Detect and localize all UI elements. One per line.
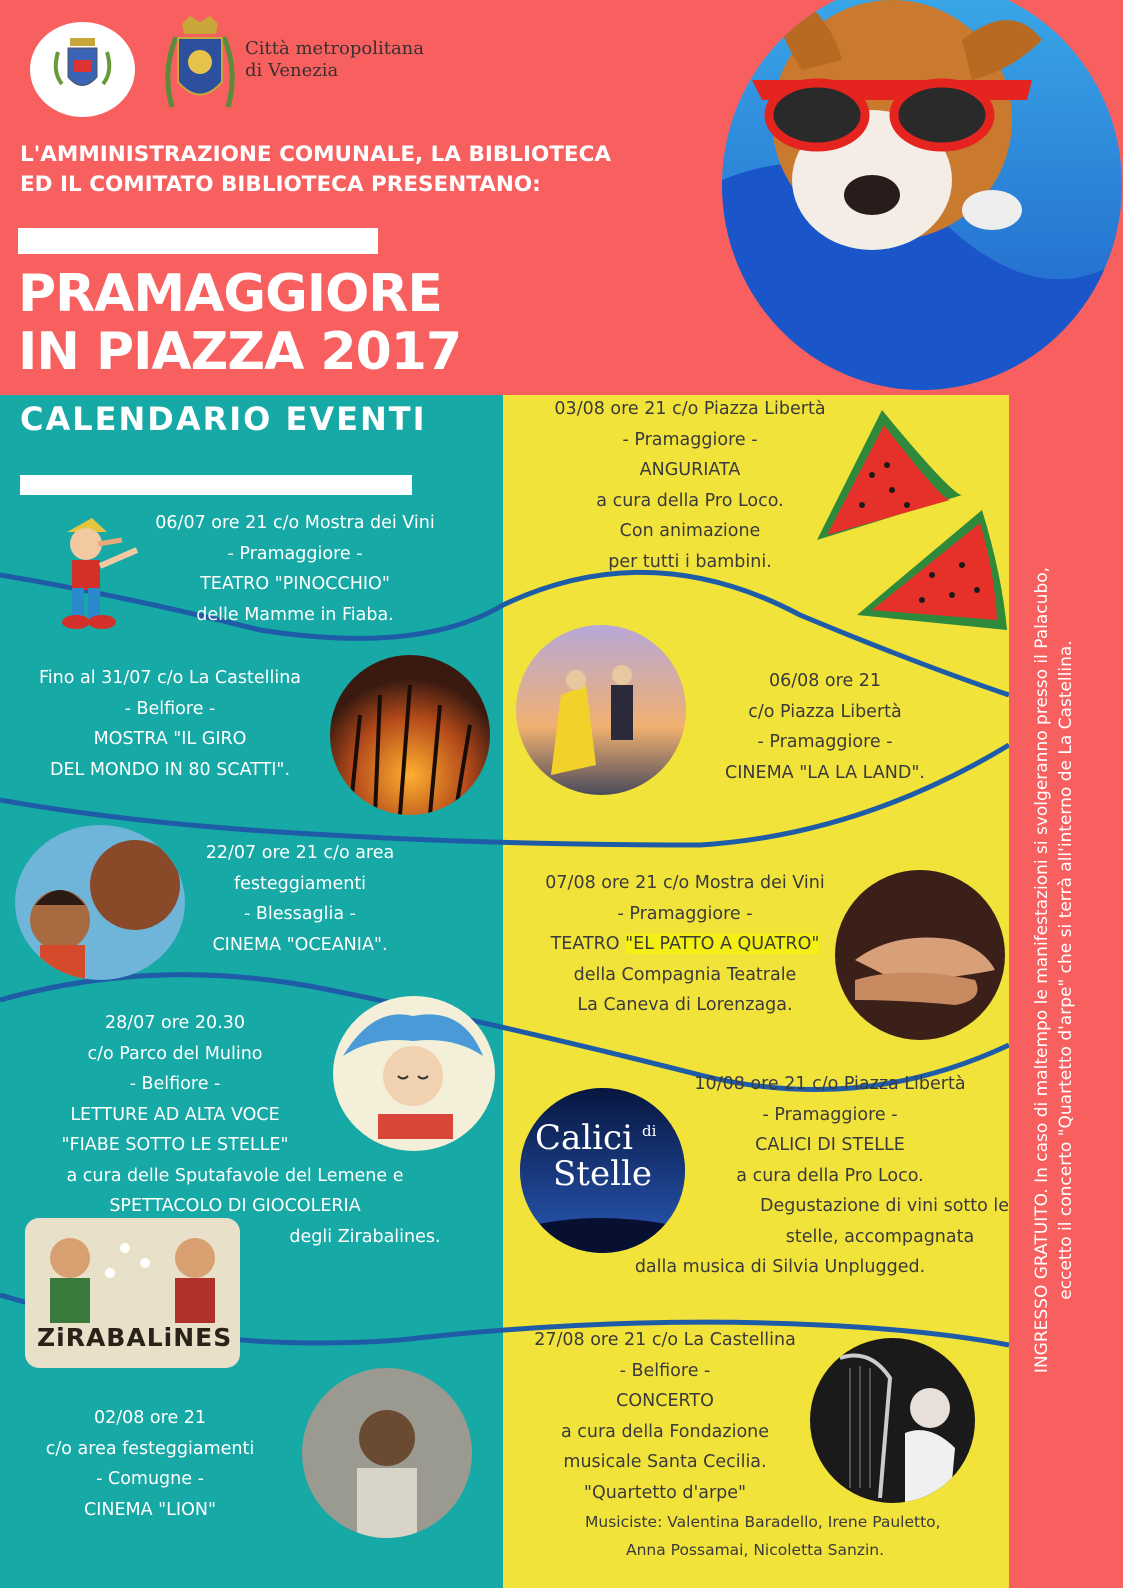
event-line: 06/08 ore 21: [768, 671, 882, 691]
event-line: musicale Santa Cecilia.: [563, 1452, 767, 1472]
event-line: a cura delle Sputafavole del Lemene e: [66, 1165, 404, 1186]
calici-line1: Calici: [535, 1118, 633, 1158]
event-line: 02/08 ore 21: [93, 1408, 207, 1428]
event-line: 06/07 ore 21 c/o Mostra dei Vini: [155, 513, 435, 533]
fiabe-illustration: [333, 996, 495, 1151]
event-line: 07/08 ore 21 c/o Mostra dei Vini: [545, 873, 825, 893]
event-line: - Comugne -: [96, 1469, 204, 1489]
event-line: - Blessaglia -: [244, 904, 356, 924]
event-line: SPETTACOLO DI GIOCOLERIA: [109, 1196, 361, 1216]
event-line: Degustazione di vini sotto le: [760, 1196, 1010, 1216]
side-note: [1030, 440, 1078, 1500]
event-pinocchio: [140, 508, 450, 630]
event-giro-del-mondo: [10, 663, 330, 785]
event-line: - Pramaggiore -: [227, 543, 363, 564]
sunset-photo: [330, 655, 490, 815]
title-line1: PRAMAGGIORE: [18, 264, 442, 324]
calici-line2: Stelle: [553, 1154, 652, 1194]
calendar-title: CALENDARIO EVENTI: [20, 400, 427, 438]
event-line: dalla musica di Silvia Unplugged.: [634, 1257, 926, 1277]
event-line: - Pramaggiore -: [757, 732, 893, 752]
event-line: CALICI DI STELLE: [755, 1135, 905, 1155]
event-line: - Belfiore -: [124, 698, 216, 719]
event-line: a cura della Pro Loco.: [596, 490, 784, 511]
event-line: stelle, accompagnata: [785, 1226, 975, 1247]
event-line: DEL MONDO IN 80 SCATTI".: [49, 759, 291, 780]
event-line: CINEMA "OCEANIA".: [212, 934, 388, 955]
side-note-line1: INGRESSO GRATUITO. In caso di maltempo le manifestazioni si svolgeranno presso il Palacubo,: [1032, 566, 1052, 1374]
event-line: CINEMA "LA LA LAND".: [725, 762, 925, 783]
event-line: - Pramaggiore -: [617, 903, 753, 924]
highlighted-title: "EL PATTO A QUATRO": [625, 934, 820, 954]
event-line: 10/08 ore 21 c/o Piazza Libertà: [694, 1074, 966, 1094]
event-line: MOSTRA "IL GIRO: [93, 729, 247, 749]
metro-line1: Città metropolitana: [245, 38, 425, 59]
event-line: - Pramaggiore -: [762, 1104, 898, 1125]
event-calici-di-stelle: [560, 1069, 1010, 1283]
event-line: Anna Possamai, Nicoletta Sanzin.: [625, 1541, 885, 1559]
title-line2: IN PIAZZA 2017: [18, 322, 462, 382]
event-line: CONCERTO: [616, 1391, 714, 1411]
event-line: TEATRO "PINOCCHIO": [200, 574, 390, 594]
event-lion: [10, 1403, 290, 1525]
event-la-la-land: [690, 666, 960, 788]
event-line: 27/08 ore 21 c/o La Castellina: [534, 1330, 796, 1350]
event-line: CINEMA "LION": [83, 1499, 217, 1520]
pinocchio-image: [42, 510, 152, 635]
presenters-line2: ED IL COMITATO BIBLIOTECA PRESENTANO:: [20, 172, 541, 197]
event-line: festeggiamenti: [233, 873, 367, 894]
event-line: c/o area festeggiamenti: [45, 1438, 255, 1459]
title-divider-bar: [18, 228, 378, 254]
event-line: Con animazione: [619, 521, 761, 541]
citta-metropolitana-logo: [160, 12, 240, 122]
event-line: delle Mamme in Fiaba.: [196, 604, 394, 625]
event-line: della Compagnia Teatrale: [573, 964, 797, 985]
oceania-poster: [15, 825, 185, 980]
presenters-text: [20, 140, 611, 200]
event-line: LETTURE AD ALTA VOCE: [70, 1104, 280, 1125]
zirabalines-logo: [25, 1218, 240, 1368]
event-line: Fino al 31/07 c/o La Castellina: [38, 668, 302, 688]
zirabalines-text: ZiRABALiNES: [37, 1323, 233, 1352]
event-line: ANGURIATA: [639, 460, 741, 480]
event-line: - Pramaggiore -: [622, 429, 758, 450]
event-line: [505, 929, 865, 960]
side-note-line2: eccetto il concerto "Quartetto d'arpe" che si terrà all'interno de La Castellina.: [1056, 640, 1076, 1300]
event-line: "FIABE SOTTO LE STELLE": [61, 1135, 289, 1155]
la-la-land-photo: [516, 625, 686, 795]
event-line: c/o Piazza Libertà: [748, 701, 902, 722]
event-line: La Caneva di Lorenzaga.: [577, 995, 793, 1015]
event-oceania: [180, 838, 420, 960]
event-line: per tutti i bambini.: [608, 551, 772, 572]
comune-crest-logo: [30, 22, 135, 117]
event-line: degli Zirabalines.: [289, 1226, 441, 1247]
harp-player-photo: [810, 1338, 975, 1503]
page-title: [18, 265, 461, 381]
event-line: 22/07 ore 21 c/o area: [205, 843, 395, 863]
calici-di: di: [642, 1122, 657, 1140]
metro-name: [245, 38, 424, 82]
hands-photo: [835, 870, 1005, 1040]
event-line: Musiciste: Valentina Baradello, Irene Pauletto,: [585, 1513, 941, 1531]
event-line: c/o Parco del Mulino: [87, 1043, 263, 1064]
event-line: a cura della Pro Loco.: [736, 1165, 924, 1186]
presenters-line1: L'AMMINISTRAZIONE COMUNALE, LA BIBLIOTECA: [20, 142, 612, 167]
event-line-prefix: TEATRO: [550, 934, 626, 954]
event-line: - Belfiore -: [619, 1360, 711, 1381]
calendar-divider-bar: [20, 475, 412, 495]
event-line: 28/07 ore 20.30: [105, 1013, 245, 1033]
event-line: "Quartetto d'arpe": [583, 1482, 747, 1503]
event-line: - Belfiore -: [129, 1074, 221, 1094]
event-line: 03/08 ore 21 c/o Piazza Libertà: [554, 399, 826, 419]
watermelon-image: [812, 405, 1007, 635]
metro-line2: di Venezia: [245, 60, 339, 81]
event-line: a cura della Fondazione: [560, 1421, 770, 1442]
event-el-patto-a-quatro: [505, 868, 865, 1021]
